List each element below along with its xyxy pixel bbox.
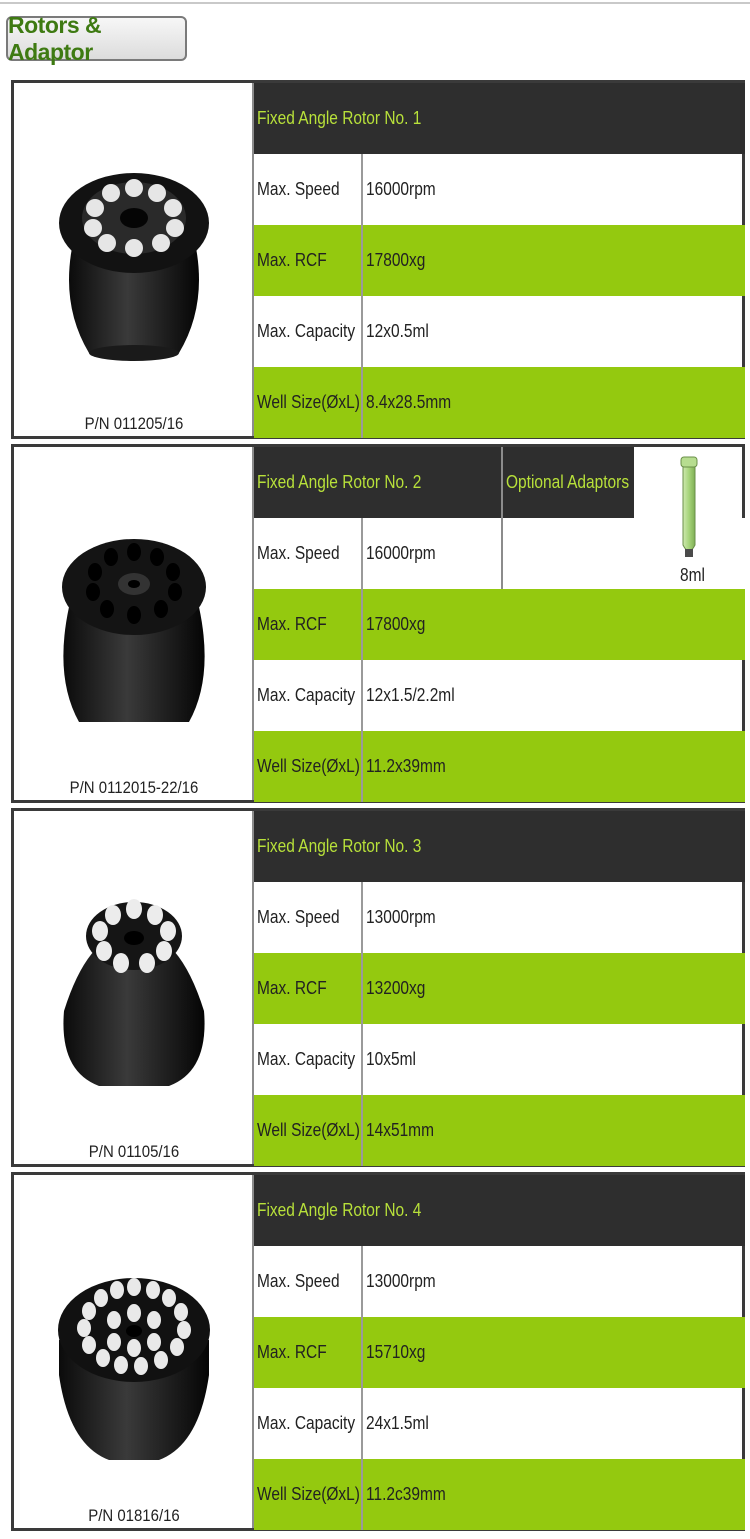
- spec-value: 8.4x28.5mm: [366, 392, 452, 412]
- spec-label: Max. Speed: [257, 907, 340, 927]
- spec-label: Well Size(ØxL): [257, 1484, 360, 1504]
- spec-row-max-rcf: [254, 589, 745, 660]
- part-number: P/N 01105/16: [88, 1142, 180, 1161]
- spec-value: 16000rpm: [366, 179, 436, 199]
- spec-value: 15710xg: [366, 1342, 426, 1362]
- spec-value: 12x1.5/2.2ml: [366, 685, 455, 705]
- rotor-1-image: [49, 163, 219, 363]
- rotor-block-2: [11, 444, 745, 803]
- spec-value: 14x51mm: [366, 1120, 434, 1140]
- spec-row-max-speed: [254, 154, 745, 225]
- spec-row-max-rcf: [254, 225, 745, 296]
- spec-label: Max. Speed: [257, 1271, 340, 1291]
- part-number: P/N 0112015-22/16: [69, 778, 199, 797]
- rotor-title-row: [254, 83, 745, 154]
- spec-label: Well Size(ØxL): [257, 756, 360, 776]
- spec-value: 13200xg: [366, 978, 426, 998]
- spec-row-well-size: [254, 1459, 745, 1530]
- spec-value: 16000rpm: [366, 543, 436, 563]
- rotor-title: Fixed Angle Rotor No. 4: [257, 1200, 422, 1220]
- spec-row-max-rcf: [254, 1317, 745, 1388]
- rotor-block-1: [11, 80, 745, 439]
- rotor-2-image: [49, 527, 219, 727]
- spec-row-max-capacity: [254, 1388, 745, 1459]
- rotor-title: Fixed Angle Rotor No. 1: [257, 108, 422, 128]
- spec-label: Well Size(ØxL): [257, 392, 360, 412]
- spec-label: Max. Speed: [257, 179, 340, 199]
- section-title-tab[interactable]: Rotors & Adaptor: [6, 16, 187, 61]
- rotor-image-cell: [14, 811, 254, 1164]
- rotor-image-cell: [14, 447, 254, 800]
- spec-row-max-capacity: [254, 296, 745, 367]
- spec-row-max-capacity: [254, 1024, 745, 1095]
- spec-row-max-rcf: [254, 953, 745, 1024]
- spec-value: 24x1.5ml: [366, 1413, 429, 1433]
- rotor-title: Fixed Angle Rotor No. 2: [257, 472, 422, 492]
- spec-value: 12x0.5ml: [366, 321, 429, 341]
- spec-value: 13000rpm: [366, 907, 436, 927]
- spec-value: 11.2c39mm: [366, 1484, 446, 1504]
- part-number: P/N 01816/16: [88, 1506, 180, 1525]
- spec-label: Well Size(ØxL): [257, 1120, 360, 1140]
- spec-row-well-size: [254, 731, 745, 802]
- optional-adaptors-header: [501, 447, 634, 518]
- adaptor-tube-image: [679, 455, 699, 559]
- spec-label: Max. Speed: [257, 543, 340, 563]
- spec-label: Max. RCF: [257, 1342, 327, 1362]
- spec-row-max-speed: [254, 518, 501, 589]
- spec-row-max-speed: [254, 882, 745, 953]
- spec-label: Max. Capacity: [257, 1049, 356, 1069]
- spec-value: 13000rpm: [366, 1271, 436, 1291]
- rotor-image-cell: [14, 1175, 254, 1528]
- rotor-title-row: [254, 1175, 745, 1246]
- rotor-block-3: [11, 808, 745, 1167]
- adaptor-title: Optional Adaptors: [506, 472, 630, 492]
- spec-row-max-speed: [254, 1246, 745, 1317]
- rotor-title-row: [254, 811, 745, 882]
- rotor-block-4: [11, 1172, 745, 1531]
- rotor-image-cell: [14, 83, 254, 436]
- adaptor-size-label: 8ml: [680, 565, 705, 585]
- top-divider: [0, 2, 750, 4]
- spec-label: Max. RCF: [257, 614, 327, 634]
- spec-value: 17800xg: [366, 614, 426, 634]
- spec-label: Max. Capacity: [257, 321, 356, 341]
- spec-row-max-capacity: [254, 660, 745, 731]
- rotor-3-image: [49, 891, 219, 1091]
- spec-label: Max. Capacity: [257, 1413, 356, 1433]
- spec-value: 17800xg: [366, 250, 426, 270]
- spec-row-well-size: [254, 1095, 745, 1166]
- spec-label: Max. Capacity: [257, 685, 356, 705]
- rotor-4-image: [49, 1265, 219, 1465]
- spec-label: Max. RCF: [257, 978, 327, 998]
- part-number: P/N 011205/16: [84, 414, 184, 433]
- spec-value: 10x5ml: [366, 1049, 416, 1069]
- rotor-title-row: [254, 447, 501, 518]
- spec-row-well-size: [254, 367, 745, 438]
- rotor-title: Fixed Angle Rotor No. 3: [257, 836, 422, 856]
- spec-label: Max. RCF: [257, 250, 327, 270]
- spec-value: 11.2x39mm: [366, 756, 446, 776]
